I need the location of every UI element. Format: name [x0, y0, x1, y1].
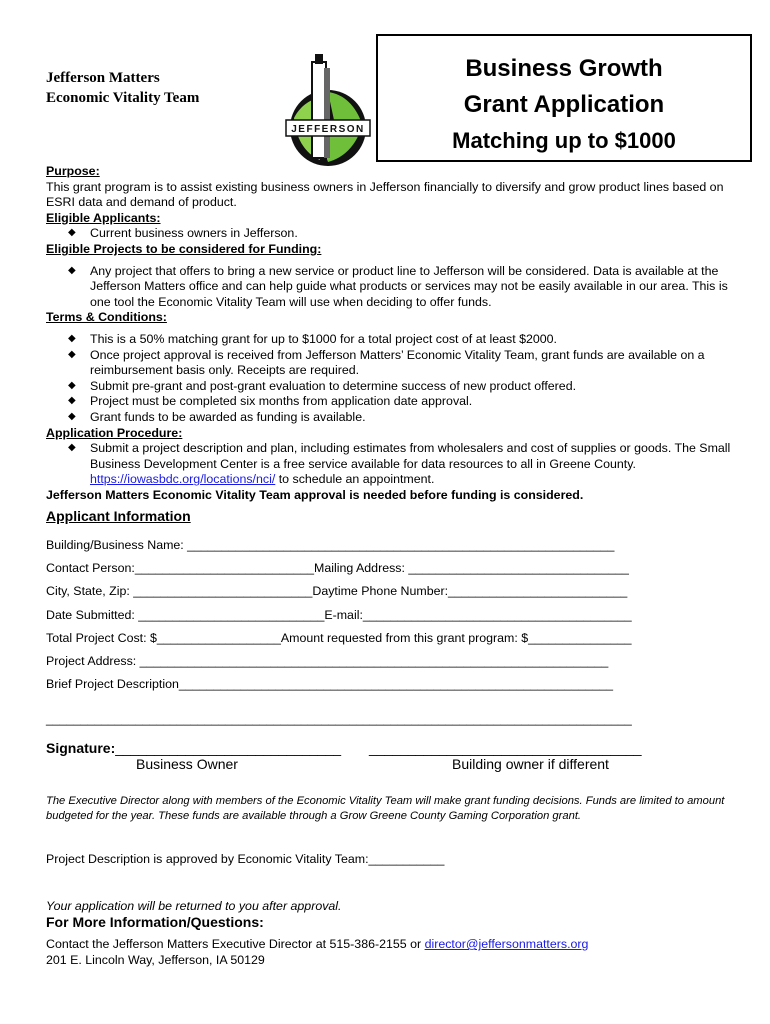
address: 201 E. Lincoln Way, Jefferson, IA 50129	[46, 953, 265, 967]
list-item: ◆ This is a 50% matching grant for up to $1000 for a total project cost of at least $2000.	[90, 332, 736, 348]
program-details	[46, 164, 736, 503]
contact-info	[46, 936, 588, 968]
logo-text: JEFFERSON	[291, 124, 365, 135]
cost-amount-field[interactable]: Total Project Cost: $__________________Amount requested from this grant program: $_______________	[46, 630, 632, 645]
title-line-3: Matching up to $1000	[452, 128, 676, 153]
procedure-heading: Application Procedure:	[46, 425, 183, 440]
contact-text: Contact the Jefferson Matters Executive Director at 515-386-2155 or	[46, 937, 425, 951]
approval-note: Jefferson Matters Economic Vitality Team approval is needed before funding is considered.	[46, 487, 584, 502]
list-item	[90, 441, 736, 488]
project-description-line-2[interactable]: _____________________________________________________________________________________	[46, 712, 632, 727]
org-line-1: Jefferson Matters	[46, 70, 160, 86]
city-phone-field[interactable]: City, State, Zip: __________________________Daytime Phone Number:__________________________	[46, 584, 628, 599]
organization-name	[46, 68, 199, 108]
list-item: ◆ Grant funds to be awarded as funding is available.	[90, 410, 736, 426]
list-item: ◆ Once project approval is received from Jefferson Matters’ Economic Vitality Team, grant funds are available on a reimbursement basis only. Receipts are required.	[90, 348, 736, 379]
list-item: ◆ Project must be completed six months from application date approval.	[90, 394, 736, 410]
approval-line[interactable]: Project Description is approved by Economic Vitality Team:___________	[46, 852, 445, 866]
title-line-2: Grant Application	[463, 91, 665, 118]
purpose-text: This grant program is to assist existing business owners in Jefferson financially to diversify and grow product lines based on ESRI data and demand of product.	[46, 179, 724, 210]
email-link[interactable]: director@jeffersonmatters.org	[424, 937, 589, 951]
caption-building-owner: Building owner if different	[452, 756, 609, 772]
applicant-heading: Applicant Information	[46, 508, 191, 524]
eligible-applicants-list	[46, 226, 736, 242]
return-note: Your application will be returned to you after approval.	[46, 899, 342, 913]
signature-label: Signature:	[46, 740, 116, 756]
funding-note: The Executive Director along with members of the Economic Vitality Team will make grant funding decisions. Funds are limited to amount budgeted for the year. These funds are available through a Grow Greene County Gaming Corporation grant.	[46, 795, 725, 822]
date-email-field[interactable]: Date Submitted: ___________________________E-mail:_______________________________________	[46, 607, 632, 622]
more-info-heading: For More Information/Questions:	[46, 914, 264, 930]
eligible-projects-heading: Eligible Projects to be considered for Funding:	[46, 241, 322, 256]
project-description-field[interactable]: Brief Project Description_______________________________________________________________	[46, 677, 614, 692]
caption-business-owner: Business Owner	[136, 756, 238, 772]
title-line-1: Business Growth	[465, 55, 663, 82]
sbdc-link[interactable]: https://iowasbdc.org/locations/nci/	[90, 472, 276, 487]
terms-list	[46, 332, 736, 426]
list-item: ◆ Submit pre-grant and post-grant evaluation to determine success of new product offered.	[90, 379, 736, 395]
business-name-field[interactable]: Building/Business Name: ______________________________________________________________	[46, 538, 615, 552]
signature-section	[46, 740, 642, 774]
jefferson-logo	[282, 48, 374, 168]
list-item: ◆ Current business owners in Jefferson.	[90, 226, 736, 242]
signature-line-owner[interactable]: _____________________________	[115, 740, 342, 756]
purpose-heading: Purpose:	[46, 164, 100, 178]
blank-row	[46, 696, 736, 708]
eligible-applicants-heading: Eligible Applicants:	[46, 210, 161, 225]
applicant-form	[46, 506, 736, 732]
org-line-2: Economic Vitality Team	[46, 90, 200, 106]
procedure-text: Submit a project description and plan, including estimates from wholesalers and cost of supplies or goods. The Small Business Development Center is a free service available for data resources to all in Greene County.	[90, 441, 731, 471]
project-address-field[interactable]: Project Address: ____________________________________________________________________	[46, 653, 609, 668]
title-box	[376, 34, 752, 162]
procedure-link-after: to schedule an appointment.	[275, 472, 435, 487]
procedure-list	[46, 441, 736, 488]
eligible-projects-list	[46, 264, 736, 311]
contact-mailing-field[interactable]: Contact Person:__________________________Mailing Address: ________________________________	[46, 561, 629, 576]
signature-line-building[interactable]: ___________________________________	[369, 740, 642, 756]
list-item: ◆ Any project that offers to bring a new service or product line to Jefferson will be considered. Data is available at the Jefferson Matters office and can help guide what products or services may not be easily available in our area. This is one tool the Economic Vitality Team will use when deciding to offer funds.	[90, 264, 736, 311]
terms-heading: Terms & Conditions:	[46, 310, 167, 325]
